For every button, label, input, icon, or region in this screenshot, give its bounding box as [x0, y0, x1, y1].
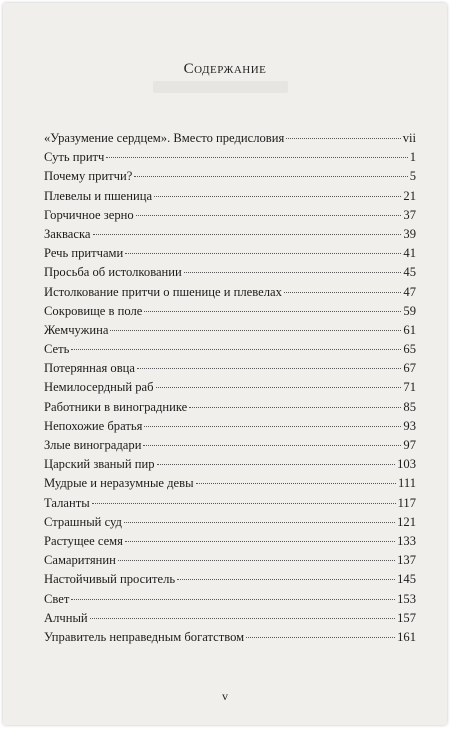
- dot-leader: [125, 541, 395, 542]
- dot-leader: [90, 618, 395, 619]
- toc-entry-title: Потерянная овца: [44, 361, 135, 376]
- dot-leader: [196, 483, 396, 484]
- bleed-through-shadow: [153, 81, 288, 93]
- toc-entry-page-number: 97: [403, 438, 416, 452]
- dot-leader: [118, 560, 395, 561]
- toc-entry: [44, 244, 416, 263]
- toc-entry-title: Таланты: [44, 495, 90, 510]
- toc-entry-title: Мудрые и неразумные девы: [44, 476, 194, 491]
- toc-entry-title: Сеть: [44, 342, 70, 357]
- toc-entry: [44, 551, 416, 570]
- toc-entry: [44, 148, 416, 167]
- toc-entry-title: Речь притчами: [44, 246, 124, 261]
- toc-entry-page-number: 153: [397, 591, 416, 606]
- toc-entry-title: Растущее семя: [44, 533, 123, 548]
- dot-leader: [157, 464, 396, 465]
- toc-entry-page-number: 85: [403, 399, 416, 414]
- toc-entry-title: Горчичное зерно: [44, 207, 134, 222]
- toc-entry-page-number: 41: [403, 246, 416, 261]
- toc-entry-title: Сокровище в поле: [44, 303, 143, 318]
- toc-entry-title: Страшный суд: [44, 514, 122, 529]
- toc-entry-page-number: 157: [397, 610, 416, 625]
- dot-leader: [144, 426, 401, 427]
- toc-entry: [44, 398, 416, 417]
- toc-entry-title: «Уразумение сердцем». Вместо предисловия: [44, 131, 285, 145]
- toc-entry: [44, 494, 416, 513]
- dot-leader: [189, 407, 401, 408]
- toc-entry-page-number: 145: [397, 572, 416, 587]
- toc-entry-title: Непохожие братья: [44, 418, 143, 433]
- toc-entry: [44, 340, 416, 359]
- dot-leader: [154, 196, 401, 197]
- dot-leader: [284, 292, 402, 293]
- book-page: [3, 3, 447, 725]
- toc-entry-title: Плевелы и пшеница: [44, 188, 153, 203]
- dot-leader: [71, 599, 395, 600]
- toc-entry-page-number: 103: [397, 457, 416, 472]
- toc-entry-title: Настойчивый проситель: [44, 572, 176, 587]
- table-of-contents: [44, 129, 416, 647]
- toc-entry: [44, 474, 416, 493]
- toc-entry-page-number: 93: [403, 418, 416, 433]
- toc-entry: [44, 570, 416, 589]
- toc-entry-title: Злые виноградари: [44, 438, 142, 452]
- toc-entry: [44, 436, 416, 455]
- toc-entry-page-number: 37: [403, 207, 416, 222]
- dot-leader: [93, 234, 402, 235]
- toc-entry-title: Алчный: [44, 610, 88, 625]
- toc-entry-title: Самаритянин: [44, 553, 116, 568]
- toc-entry: [44, 206, 416, 225]
- toc-entry-title: Немилосердный раб: [44, 380, 154, 395]
- toc-entry: [44, 590, 416, 609]
- toc-entry-page-number: 21: [403, 188, 416, 203]
- toc-entry: [44, 417, 416, 436]
- toc-entry-page-number: 59: [403, 303, 416, 318]
- toc-entry-page-number: 117: [397, 495, 416, 510]
- dot-leader: [106, 157, 407, 158]
- toc-entry-page-number: 133: [397, 533, 416, 548]
- toc-entry-page-number: 45: [403, 265, 416, 280]
- toc-entry: [44, 609, 416, 628]
- dot-leader: [177, 579, 395, 580]
- toc-entry: [44, 225, 416, 244]
- toc-entry-page-number: 71: [403, 380, 416, 395]
- toc-entry-page-number: vii: [402, 131, 416, 145]
- page-number: v: [222, 689, 228, 703]
- toc-entry-title: Жемчужина: [44, 322, 109, 337]
- dot-leader: [137, 368, 401, 369]
- toc-entry: [44, 455, 416, 474]
- dot-leader: [144, 311, 401, 312]
- dot-leader: [136, 215, 402, 216]
- toc-entry-title: Царский званый пир: [44, 457, 155, 472]
- dot-leader: [92, 503, 396, 504]
- toc-entry: [44, 263, 416, 282]
- dot-leader: [143, 445, 401, 446]
- toc-entry-title: Управитель неправедным богатством: [44, 629, 245, 644]
- toc-entry-title: Истолкование притчи о пшенице и плевелах: [44, 284, 282, 299]
- dot-leader: [156, 387, 402, 388]
- toc-entry: [44, 532, 416, 551]
- toc-entry: [44, 321, 416, 340]
- toc-entry: [44, 167, 416, 186]
- toc-entry-title: Суть притч: [44, 150, 105, 165]
- toc-entry-title: Просьба об истолковании: [44, 265, 182, 280]
- dot-leader: [125, 253, 401, 254]
- toc-entry: [44, 628, 416, 647]
- toc-entry: [44, 302, 416, 321]
- toc-entry-page-number: 1: [409, 150, 416, 165]
- toc-entry-page-number: 121: [397, 514, 416, 529]
- toc-entry: [44, 378, 416, 397]
- toc-entry-page-number: 111: [398, 476, 416, 491]
- toc-entry: [44, 283, 416, 302]
- toc-entry-page-number: 39: [403, 226, 416, 241]
- page-title: Содержание: [183, 61, 267, 77]
- toc-entry-title: Закваска: [44, 226, 91, 241]
- dot-leader: [124, 522, 395, 523]
- toc-entry-page-number: 47: [403, 284, 416, 299]
- toc-entry-title: Свет: [44, 591, 70, 606]
- dot-leader: [110, 330, 401, 331]
- toc-entry-page-number: 67: [403, 361, 416, 376]
- toc-entry: [44, 187, 416, 206]
- toc-entry-page-number: 65: [403, 342, 416, 357]
- toc-entry: [44, 129, 416, 148]
- toc-entry-title: Работники в винограднике: [44, 399, 188, 414]
- toc-entry: [44, 359, 416, 378]
- toc-entry-title: Почему притчи?: [44, 169, 133, 184]
- dot-leader: [246, 637, 395, 638]
- toc-entry-page-number: 161: [397, 629, 416, 644]
- dot-leader: [134, 176, 407, 177]
- toc-entry-page-number: 61: [403, 322, 416, 337]
- toc-entry-page-number: 137: [397, 553, 416, 568]
- toc-entry-page-number: 5: [409, 169, 416, 184]
- toc-entry: [44, 513, 416, 532]
- dot-leader: [184, 272, 402, 273]
- dot-leader: [286, 138, 400, 139]
- dot-leader: [71, 349, 401, 350]
